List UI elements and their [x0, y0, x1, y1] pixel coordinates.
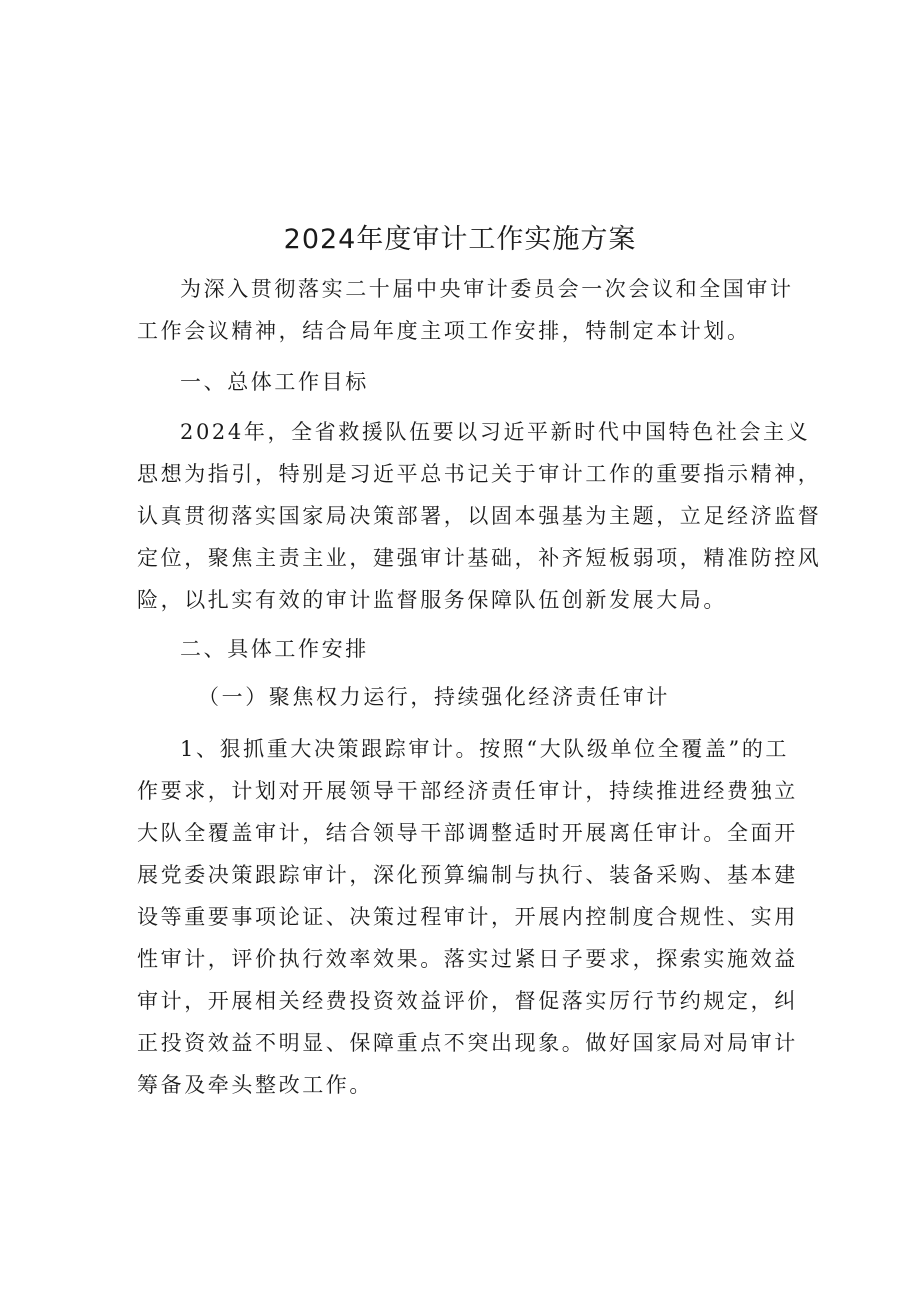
item1-line-1: 1、狠抓重大决策跟踪审计。按照“大队级单位全覆盖”的工 — [180, 737, 790, 761]
document-title: 2024年度审计工作实施方案 — [283, 224, 637, 255]
item1-line-9: 筹备及牵头整改工作。 — [137, 1073, 373, 1097]
item1-body-first — [180, 728, 789, 770]
section2-heading: 二、具体工作安排 — [180, 637, 369, 661]
intro-line-1: 为深入贯彻落实二十届中央审计委员会一次会议和全国审计 — [180, 277, 794, 301]
section1-line-4: 定位，聚焦主责主业，建强审计基础，补齐短板弱项，精准防控风 — [137, 546, 822, 570]
section1-body — [137, 453, 821, 621]
section1-line-5: 险，以扎实有效的审计监督服务保障队伍创新发展大局。 — [137, 588, 727, 612]
item1-line-4: 展党委决策跟踪审计，深化预算编制与执行、装备采购、基本建 — [137, 863, 798, 887]
section1-line-1: 2024年，全省救援队伍要以习近平新时代中国特色社会主义 — [180, 420, 811, 444]
item1-line-5: 设等重要事项论证、决策过程审计，开展内控制度合规性、实用 — [137, 905, 798, 929]
intro-line-2: 工作会议精神，结合局年度主项工作安排，特制定本计划。 — [137, 319, 751, 343]
intro-paragraph-cont — [137, 310, 751, 352]
item1-line-7: 审计，开展相关经费投资效益评价，督促落实厉行节约规定，纠 — [137, 989, 798, 1013]
section1-line-2: 思想为指引，特别是习近平总书记关于审计工作的重要指示精神， — [137, 462, 822, 486]
item1-line-3: 大队全覆盖审计，结合领导干部调整适时开展离任审计。全面开 — [137, 821, 798, 845]
subsection1-heading: （一）聚焦权力运行，持续强化经济责任审计 — [198, 685, 670, 709]
intro-paragraph — [180, 268, 794, 310]
section1-heading: 一、总体工作目标 — [180, 370, 369, 394]
item1-line-8: 正投资效益不明显、保障重点不突出现象。做好国家局对局审计 — [137, 1031, 798, 1055]
item1-line-6: 性审计，评价执行效率效果。落实过紧日子要求，探索实施效益 — [137, 947, 798, 971]
item1-line-2: 作要求，计划对开展领导干部经济责任审计，持续推进经费独立 — [137, 779, 798, 803]
section1-body-first — [180, 411, 810, 453]
item1-body — [137, 770, 798, 1106]
section1-line-3: 认真贯彻落实国家局决策部署，以固本强基为主题，立足经济监督 — [137, 504, 822, 528]
